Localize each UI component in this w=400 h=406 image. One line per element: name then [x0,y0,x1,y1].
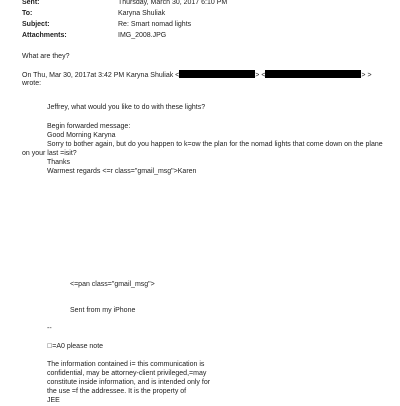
question-text: Jeffrey, what would you like to do with these lights? [47,104,206,111]
subject-value: Re: Smart nomad lights [118,21,192,28]
reply-text: What are they? [22,53,70,60]
quote-intro-start: On Thu, Mar 30, 2017at 3:42 PM Karyna Shuliak < [22,72,180,79]
sent-label: Sent: [22,0,40,6]
sent-value: Thursday, March 30, 2017 6:10 PM [118,0,228,6]
redaction-box [265,70,361,78]
redaction-box [179,70,255,78]
note-text:  =A0 please note [47,343,104,350]
dashes-text: -- [47,325,52,332]
disclaimer-line-2: confidential, may be attorney-client privileged,=may [47,370,207,377]
attachments-value: IMG_2008.JPG [118,32,167,39]
to-label: To: [22,10,33,17]
quote-intro-mid: > < [255,72,266,79]
quote-intro-line [22,70,372,81]
to-value: Karyna Shuliak [118,10,166,17]
greeting-text: Good Morning Karyna [47,132,116,139]
quote-intro-end: > > [361,72,372,79]
quote-wrote: wrote: [22,80,42,87]
regards-text: Warmest regards <=r class="gmail_msg">Karen [47,168,197,175]
disclaimer-line-1: The information contained i= this communication is [47,361,205,368]
forwarded-label: Begin forwarded message: [47,123,131,130]
disclaimer-line-4: the use =f the addressee. It is the property of [47,388,187,395]
message-text-line-2: on your last =isit? [22,150,77,157]
message-text-line-1: Sorry to bother again, but do you happen to k=ow the plan for the nomad lights that come down on the plane [47,141,383,148]
attachments-label: Attachments: [22,32,67,39]
sent-from-text: Sent from my iPhone [70,307,136,314]
subject-label: Subject: [22,21,50,28]
span-gmail-text: <=pan class="gmail_msg"> [70,281,155,288]
thanks-text: Thanks [47,159,70,166]
disclaimer-line-5: JEE [47,397,60,404]
disclaimer-line-3: constitute inside information, and is intended only for [47,379,211,386]
